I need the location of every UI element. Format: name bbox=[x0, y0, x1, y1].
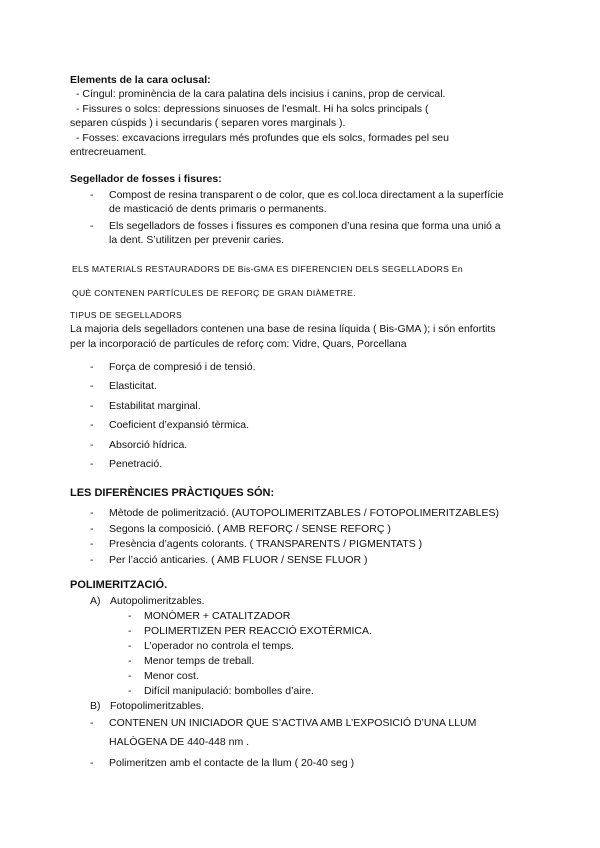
item-text: Difícil manipulació: bombolles d’aire. bbox=[144, 685, 314, 697]
item-line: Polimeritzen amb el contacte de la llum ( 20-40 seg ) bbox=[109, 757, 355, 769]
dash-bullet: - bbox=[90, 189, 94, 201]
item-text: MONÒMER + CATALITZADOR bbox=[144, 610, 291, 622]
item-text: Mètode de polimerització. (AUTOPOLIMERITZABLES / FOTOPOLIMERITZABLES) bbox=[109, 507, 499, 519]
dash-bullet: - bbox=[90, 538, 94, 550]
text-line: - Fosses: excavacions irregulars més profundes que els solcs, formades pel seu bbox=[76, 131, 449, 144]
sub-item bbox=[70, 639, 540, 654]
item-text: Penetració. bbox=[109, 458, 163, 471]
intro-line: La majoria dels segelladors contenen una base de resina líquida ( Bis-GMA ); i són enfortits bbox=[70, 323, 496, 335]
text-line: - Cíngul: prominència de la cara palatina dels incisius i canins, prop de cervical. bbox=[76, 88, 446, 100]
dash-bullet: - bbox=[128, 670, 132, 682]
list-item bbox=[70, 754, 540, 773]
list-item bbox=[70, 188, 540, 217]
heading-occlusal: Elements de la cara oclusal: bbox=[70, 74, 211, 86]
item-text: Fotopolimeritzables. bbox=[110, 700, 204, 712]
caps-line-1: ELS MATERIALS RESTAURADORS DE Bis-GMA ES DIFERENCIEN DELS SEGELLADORS En bbox=[72, 264, 463, 274]
item-line: Els segelladors de fosses i fissures es componen d’una resina que forma una unió a bbox=[109, 219, 501, 232]
item-line: HALÒGENA DE 440-448 nm . bbox=[109, 736, 250, 748]
sub-item bbox=[70, 654, 540, 669]
dash-bullet: - bbox=[90, 361, 94, 373]
item-line: de masticació de dents primaris o permanents. bbox=[109, 203, 327, 216]
dash-bullet: - bbox=[90, 507, 94, 519]
heading-sealant: Segellador de fosses i fisures: bbox=[70, 173, 222, 185]
heading-types: TIPUS DE SEGELLADORS bbox=[70, 310, 183, 320]
letter-label: A) bbox=[90, 595, 101, 607]
list-item bbox=[70, 553, 540, 569]
item-text: Força de compresió i de tensió. bbox=[109, 361, 256, 373]
list-item-a bbox=[70, 594, 540, 609]
text-line bbox=[70, 102, 540, 117]
sub-item bbox=[70, 684, 540, 699]
heading-differences: LES DIFERÈNCIES PRÀCTIQUES SÓN: bbox=[70, 487, 275, 499]
list-item-b bbox=[70, 699, 540, 714]
dash-bullet: - bbox=[128, 610, 132, 622]
dash-bullet: - bbox=[90, 757, 94, 769]
item-text: Absorció hídrica. bbox=[109, 438, 188, 451]
dash-bullet: - bbox=[90, 419, 94, 432]
list-item bbox=[70, 436, 540, 455]
section-differences bbox=[70, 486, 540, 568]
dash-bullet: - bbox=[128, 640, 132, 652]
item-text: Menor temps de treball. bbox=[144, 655, 255, 667]
item-text: Presència d’agents colorants. ( TRANSPARENTS / PIGMENTATS ) bbox=[109, 538, 423, 550]
heading-polymerization: POLIMERITZACIÓ. bbox=[70, 579, 168, 591]
section-types bbox=[70, 308, 540, 474]
list-item bbox=[70, 358, 540, 377]
list-item bbox=[70, 506, 540, 522]
dash-bullet: - bbox=[128, 685, 132, 697]
list-item bbox=[70, 455, 540, 474]
text-line-part: - Fissures o solcs: depressions sinuoses de l’esmalt. Hi ha solcs principals ( bbox=[76, 102, 429, 115]
text-line: entrecreuament. bbox=[70, 146, 147, 158]
letter-label: B) bbox=[90, 700, 101, 712]
item-text: Menor cost. bbox=[144, 670, 199, 682]
section-occlusal bbox=[70, 73, 540, 160]
dash-bullet: - bbox=[90, 522, 94, 535]
sub-item bbox=[70, 624, 540, 639]
list-item bbox=[70, 714, 540, 752]
item-text: Segons la composició. ( AMB REFORÇ / SENSE REFORÇ ) bbox=[109, 522, 391, 535]
section-sealant bbox=[70, 172, 540, 247]
list-item bbox=[70, 537, 540, 553]
dash-bullet: - bbox=[90, 553, 94, 566]
dash-bullet: - bbox=[90, 380, 94, 393]
item-line: la dent. S’utilitzen per prevenir caries. bbox=[109, 233, 285, 246]
item-text: Autopolimeritzables. bbox=[110, 595, 205, 607]
list-item bbox=[70, 377, 540, 396]
item-text: L’operador no controla el temps. bbox=[144, 640, 295, 652]
dash-bullet: - bbox=[128, 625, 132, 637]
list-item bbox=[70, 522, 540, 538]
dash-bullet: - bbox=[90, 399, 94, 412]
text-line: separen cúspids ) i secundaris ( separen vores marginals ). bbox=[70, 117, 346, 129]
item-text: Coeficient d’expansió tèrmica. bbox=[109, 419, 250, 432]
item-line: CONTENEN UN INICIADOR QUE S’ACTIVA AMB L’EXPOSICIÓ D’UNA LLUM bbox=[109, 717, 477, 729]
dash-bullet: - bbox=[128, 655, 132, 667]
item-text: Elasticitat. bbox=[109, 380, 157, 393]
item-text: POLIMERTIZEN PER REACCIÓ EXOTÈRMICA. bbox=[144, 625, 372, 637]
item-text: Per l’acció anticaries. ( AMB FLUOR / SENSE FLUOR ) bbox=[109, 553, 368, 566]
sub-item bbox=[70, 609, 540, 624]
list-item bbox=[70, 397, 540, 416]
intro-line: per la incorporació de partícules de reforç com: Vidre, Quars, Porcellana bbox=[70, 337, 407, 350]
sub-item bbox=[70, 669, 540, 684]
section-polymerization bbox=[70, 578, 540, 773]
list-item bbox=[70, 219, 540, 248]
item-text: Estabilitat marginal. bbox=[109, 399, 201, 412]
list-item bbox=[70, 416, 540, 435]
item-line: Compost de resina transparent o de color, que es col.loca directament a la superfície bbox=[109, 189, 504, 201]
dash-bullet: - bbox=[90, 458, 94, 471]
dash-bullet: - bbox=[90, 219, 94, 232]
caps-line-2: QUÈ CONTENEN PARTÍCULES DE REFORÇ DE GRAN DIÀMETRE. bbox=[72, 288, 356, 298]
dash-bullet: - bbox=[90, 717, 94, 729]
dash-bullet: - bbox=[90, 438, 94, 451]
